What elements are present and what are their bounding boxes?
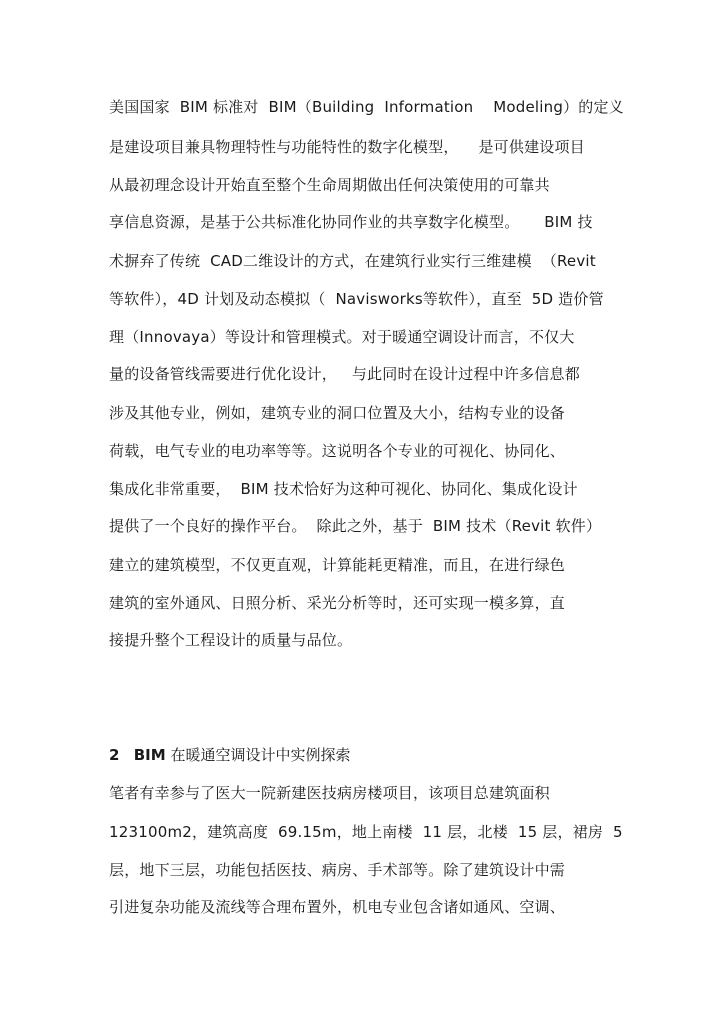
text-line: 荷载，电气专业的电功率等等。这说明各个专业的可视化、协同化、: [109, 442, 566, 460]
text-line: 美国国家 BIM 标准对 BIM（Building Information Modeling）的定义: [109, 98, 624, 116]
text-line: 引进复杂功能及流线等合理布置外，机电专业包含诸如通风、空调、: [109, 898, 566, 916]
text-line: 建立的建筑模型，不仅更直观，计算能耗更精准，而且，在进行绿色: [109, 556, 566, 574]
text-line: 建筑的室外通风、日照分析、采光分析等时，还可实现一模多算，直: [109, 594, 566, 612]
section-number: 2: [109, 746, 120, 764]
section-title-rest: 在暖通空调设计中实例探索: [165, 746, 351, 764]
text-line: 123100m2，建筑高度 69.15m，地上南楼 11 层，北楼 15 层，裙房 5: [109, 823, 623, 841]
section-title-bim: BIM: [133, 746, 166, 764]
text-line: 量的设备管线需要进行优化设计， 与此同时在设计过程中许多信息都: [109, 365, 580, 383]
text-line: 笔者有幸参与了医大一院新建医技病房楼项目，该项目总建筑面积: [109, 784, 550, 802]
text-line: 享信息资源，是基于公共标准化协同作业的共享数字化模型。 BIM 技: [109, 213, 593, 231]
text-line: 提供了一个良好的操作平台。 除此之外，基于 BIM 技术（Revit 软件）: [109, 517, 602, 535]
text-line: 等软件），4D 计划及动态模拟（ Navisworks等软件），直至 5D 造价管: [109, 290, 604, 308]
text-line: 术摒弃了传统 CAD二维设计的方式，在建筑行业实行三维建模 （Revit: [109, 252, 596, 270]
text-line: 是建设项目兼具物理特性与功能特性的数字化模型， 是可供建设项目: [109, 138, 585, 156]
text-line: 接提升整个工程设计的质量与品位。: [109, 631, 353, 649]
text-line: 理（Innovaya）等设计和管理模式。对于暖通空调设计而言，不仅大: [109, 328, 575, 346]
text-line: 从最初理念设计开始直至整个生命周期做出任何决策使用的可靠共: [109, 176, 550, 194]
section-heading: [109, 745, 350, 765]
text-line: 集成化非常重要， BIM 技术恰好为这种可视化、协同化、集成化设计: [109, 480, 578, 498]
text-line: 层，地下三层，功能包括医技、病房、手术部等。除了建筑设计中需: [109, 861, 566, 879]
text-line: 涉及其他专业，例如，建筑专业的洞口位置及大小，结构专业的设备: [109, 404, 566, 422]
